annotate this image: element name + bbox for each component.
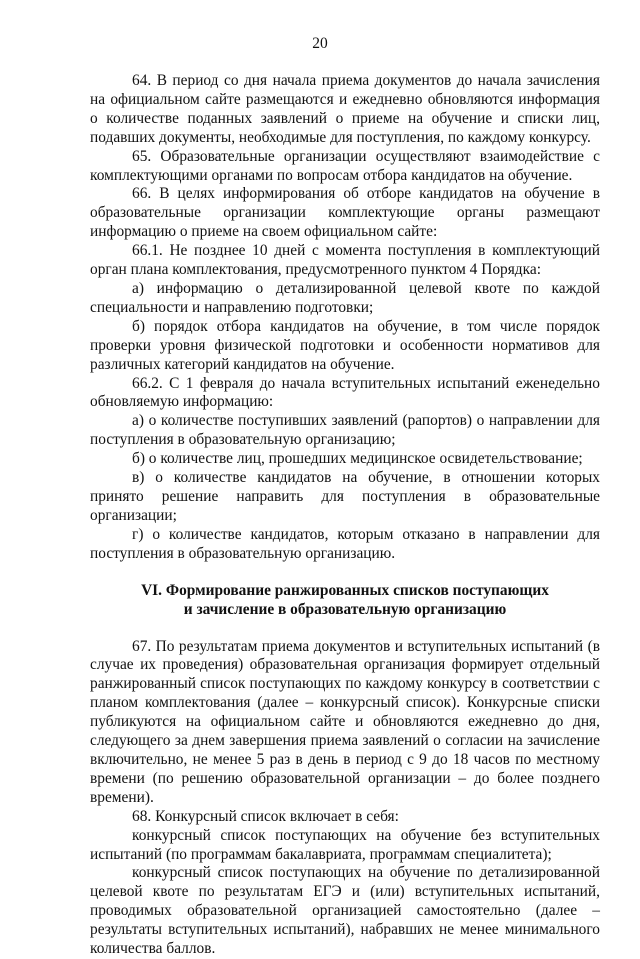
paragraph-66-2-b: б) о количестве лиц, прошедших медицинское освидетельствование;	[132, 450, 583, 468]
paragraph-68-1: конкурсный список поступающих на обучение без вступительных испытаний (по программам бакалавриата, программам специалитета);	[90, 826, 600, 863]
paragraph-64: 64. В период со дня начала приема документов до начала зачисления на официальном сайте размещаются и ежедневно обновляются информация о количестве поданных заявлений о приеме на обучение и списки лиц, подавших документы, необходимые для поступления, по каждому конкурсу.	[90, 72, 600, 146]
page-number: 20	[312, 35, 328, 52]
section-heading-line-1: VI. Формирование ранжированных списков поступающих	[141, 581, 549, 599]
paragraph-66-2-a: а) о количестве поступивших заявлений (рапортов) о направлении для поступления в образовательную организацию;	[90, 412, 600, 449]
paragraph-66-1-b: б) порядок отбора кандидатов на обучение, в том числе порядок проверки уровня физической подготовки и особенности нормативов для различных категорий кандидатов на обучение.	[90, 317, 600, 373]
paragraph-66: 66. В целях информирования об отборе кандидатов на обучение в образовательные организации комплектующие органы размещают информацию о приеме на своем официальном сайте:	[90, 185, 600, 241]
document-body	[90, 72, 600, 959]
paragraph-66-1: 66.1. Не позднее 10 дней с момента поступления в комплектующий орган плана комплектования, предусмотренного пунктом 4 Порядка:	[90, 242, 600, 279]
paragraph-66-2-g: г) о количестве кандидатов, которым отказано в направлении для поступления в образовательную организацию.	[90, 525, 600, 562]
paragraph-65: 65. Образовательные организации осуществляют взаимодействие с комплектующими органами по вопросам отбора кандидатов на обучение.	[90, 147, 600, 184]
paragraph-68: 68. Конкурсный список включает в себя:	[132, 807, 399, 825]
paragraph-66-2: 66.2. С 1 февраля до начала вступительных испытаний еженедельно обновляемую информацию:	[90, 374, 600, 411]
paragraph-67: 67. По результатам приема документов и вступительных испытаний (в случае их проведения) образовательная организация формирует отдельный ранжированный список поступающих по каждому конкурсу в соответствии с планом комплектования (далее – конкурсный список). Конкурсные списки публикуются на официальном сайте и обновляются ежедневно до дня, следующего за днем завершения приема заявлений о согласии на зачисление включительно, не менее 5 раз в день в период с 9 до 18 часов по местному времени (по решению образовательной организации – до более позднего времени).	[90, 637, 600, 806]
paragraph-66-2-v: в) о количестве кандидатов на обучение, в отношении которых принято решение направить для поступления в образовательные организации;	[90, 469, 600, 524]
section-heading-line-2: и зачисление в образовательную организацию	[183, 600, 507, 618]
section-heading	[90, 581, 600, 619]
paragraph-66-1-a: а) информацию о детализированной целевой квоте по каждой специальности и направлению подготовки;	[90, 279, 600, 316]
paragraph-68-2: конкурсный список поступающих на обучение по детализированной целевой квоте по результатам ЕГЭ и (или) вступительных испытаний, проводимых образовательной организацией самостоятельно (далее – результаты вступительных испытаний), набравших не менее минимального количества баллов.	[90, 864, 600, 958]
